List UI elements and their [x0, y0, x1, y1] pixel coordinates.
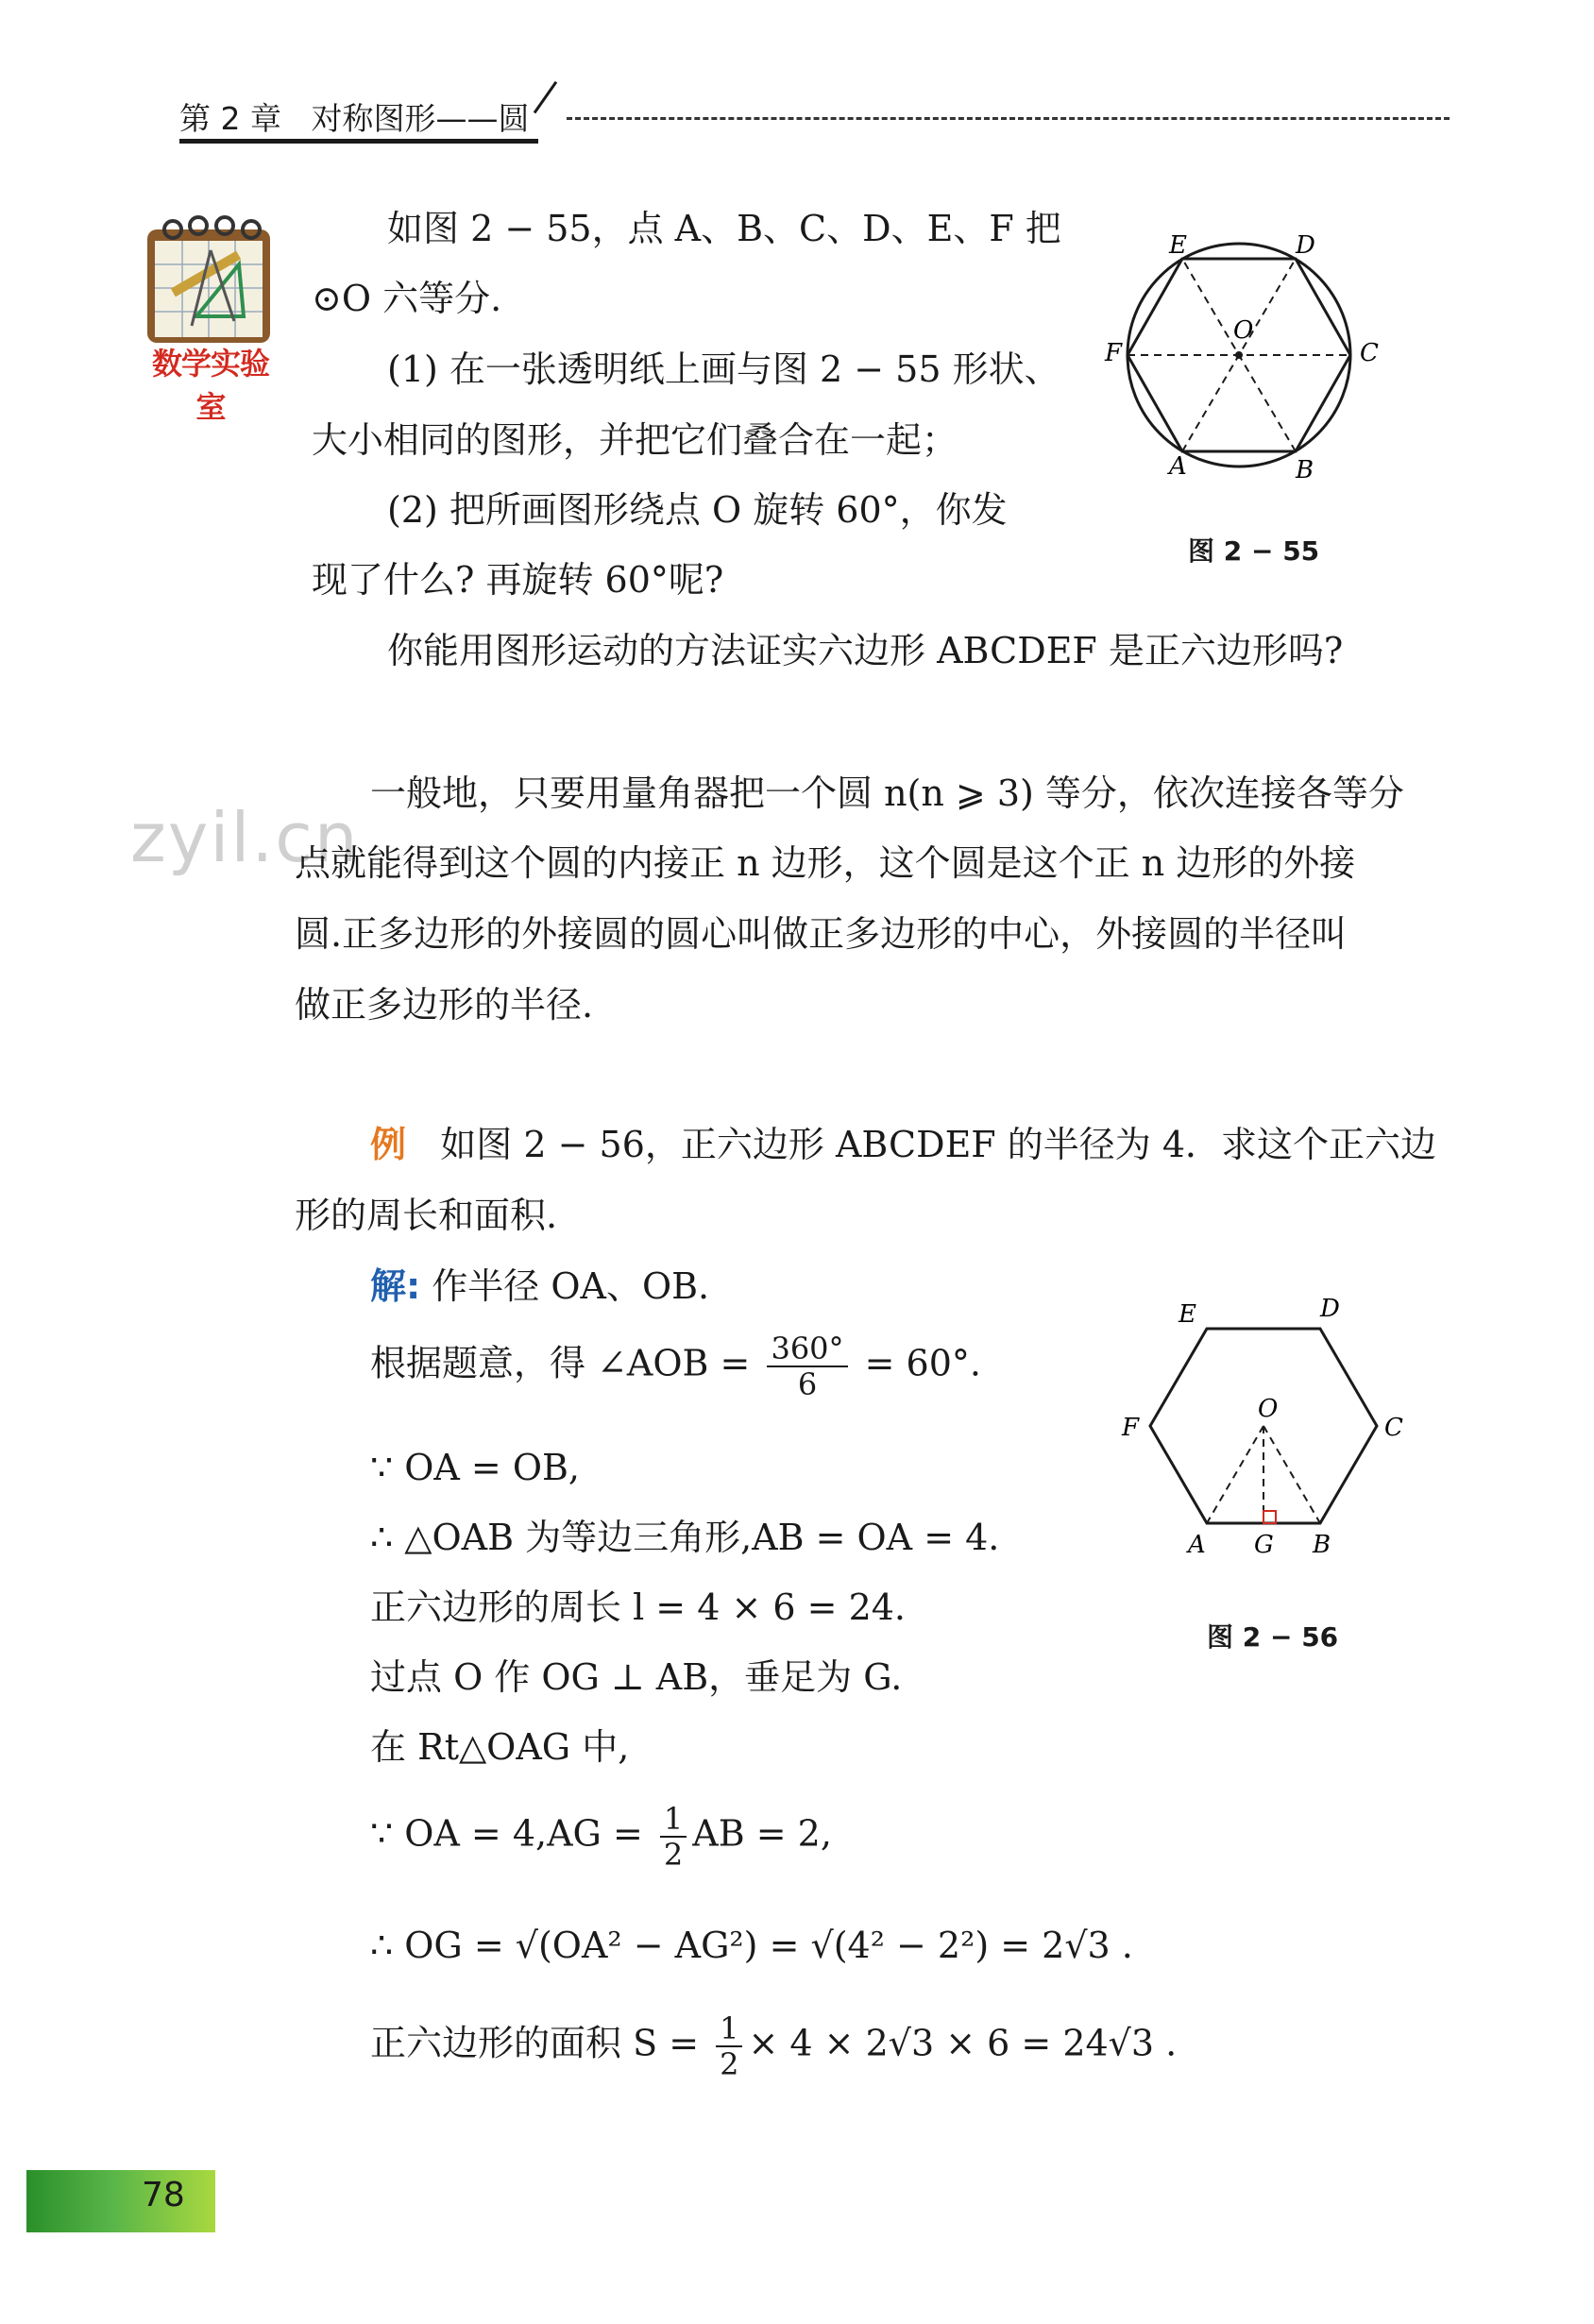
fig55-label-o: O [1233, 316, 1254, 345]
solution-label: 解: [370, 1265, 421, 1307]
example-line-1 [370, 1122, 1436, 1167]
chapter-header [179, 94, 529, 139]
fig56-label-o: O [1258, 1395, 1279, 1423]
fig56-label-d: D [1320, 1295, 1340, 1323]
fraction-denominator: 2 [663, 1837, 684, 1873]
fig56-label-f: F [1122, 1414, 1140, 1442]
example-line-2: 形的周长和面积. [295, 1195, 558, 1236]
example-label: 例 [370, 1124, 407, 1165]
math-lab-label: 数学实验室 [151, 346, 269, 425]
footer-bar [26, 2170, 215, 2232]
chapter-number: 第 2 章 [179, 100, 281, 137]
lab-line-6: 现了什么? 再旋转 60°呢? [312, 559, 724, 601]
fraction-denominator: 2 [720, 2046, 739, 2082]
lab-line-3: (1) 在一张透明纸上画与图 2 − 55 形状、 [387, 348, 1060, 390]
solution-step-2-lhs: 根据题意，得 ∠AOB = [370, 1342, 751, 1384]
watermark: zyil.cn [130, 798, 360, 877]
definition-line-2: 点就能得到这个圆的内接正 n 边形，这个圆是这个正 n 边形的外接 [295, 842, 1356, 884]
figure-2-56-caption: 图 2 − 56 [1207, 1621, 1339, 1653]
solution-line-10 [370, 2011, 1177, 2081]
solution-line-5: 正六边形的周长 l = 4 × 6 = 24. [370, 1586, 907, 1628]
fraction-360-over-6 [767, 1332, 847, 1401]
definition-line-3: 圆.正多边形的外接圆的圆心叫做正多边形的中心，外接圆的半径叫 [295, 913, 1348, 955]
figure-2-55 [1095, 227, 1379, 491]
page-number: 78 [142, 2176, 185, 2214]
solution-step-10-rhs: × 4 × 2√3 × 6 = 24√3 . [748, 2022, 1178, 2064]
fraction-numerator: 1 [660, 1802, 687, 1838]
fig56-label-g: G [1254, 1531, 1274, 1559]
figure-2-55-caption: 图 2 − 55 [1188, 535, 1320, 567]
example-text: 如图 2 − 56，正六边形 ABCDEF 的半径为 4．求这个正六边 [440, 1124, 1437, 1165]
definition-line-4: 做正多边形的半径. [295, 984, 594, 1026]
fig56-label-b: B [1313, 1531, 1331, 1559]
solution-line-1 [370, 1264, 709, 1309]
fig56-label-e: E [1179, 1300, 1196, 1329]
solution-step-1: 作半径 OA、OB. [432, 1265, 710, 1307]
solution-line-9: ∴ OG = √(OA² − AG²) = √(4² − 2²) = 2√3 . [370, 1925, 1133, 1966]
solution-step-8-lhs: ∵ OA = 4,AG = [370, 1812, 643, 1855]
solution-step-2-rhs: = 60°. [864, 1342, 981, 1384]
lab-line-4: 大小相同的图形，并把它们叠合在一起； [312, 419, 958, 461]
fig55-label-c: C [1360, 339, 1379, 367]
solution-line-3: ∵ OA = OB, [370, 1447, 581, 1488]
solution-line-6: 过点 O 作 OG ⊥ AB，垂足为 G. [370, 1656, 903, 1698]
fig55-label-a: A [1169, 452, 1187, 481]
solution-line-4: ∴ △OAB 为等边三角形,AB = OA = 4. [370, 1517, 1000, 1558]
fig55-label-d: D [1296, 231, 1315, 260]
solution-line-8 [370, 1802, 832, 1872]
fraction-1-over-2 [660, 1802, 687, 1872]
chapter-title: 对称图形——圆 [311, 100, 530, 137]
figure-2-56 [1114, 1284, 1435, 1568]
fig56-label-c: C [1384, 1414, 1403, 1442]
lab-line-7: 你能用图形运动的方法证实六边形 ABCDEF 是正六边形吗? [387, 630, 1344, 671]
header-divider [534, 81, 557, 113]
fraction-numerator: 360° [767, 1332, 847, 1367]
header-underline [179, 139, 538, 144]
fig56-label-a: A [1188, 1531, 1206, 1559]
solution-line-2 [370, 1332, 981, 1401]
lab-line-1: 如图 2 − 55，点 A、B、C、D、E、F 把 [387, 208, 1061, 249]
fig55-label-b: B [1296, 456, 1314, 484]
solution-step-10-lhs: 正六边形的面积 S = [370, 2022, 700, 2064]
fig55-label-f: F [1105, 339, 1123, 367]
solution-line-7: 在 Rt△OAG 中, [370, 1726, 630, 1768]
fig55-label-e: E [1169, 231, 1187, 260]
lab-line-5: (2) 把所画图形绕点 O 旋转 60°，你发 [387, 489, 1008, 531]
fraction-denominator: 6 [797, 1366, 818, 1402]
lab-line-2: ⊙O 六等分. [312, 278, 502, 319]
definition-line-1: 一般地，只要用量角器把一个圆 n(n ⩾ 3) 等分，依次连接各等分 [370, 772, 1404, 814]
right-angle-mark [1263, 1511, 1276, 1523]
header-dashed-rule [567, 117, 1450, 120]
solution-step-8-rhs: AB = 2, [692, 1812, 832, 1855]
fraction-numerator: 1 [716, 2011, 742, 2047]
fraction-1-over-2 [716, 2011, 742, 2081]
